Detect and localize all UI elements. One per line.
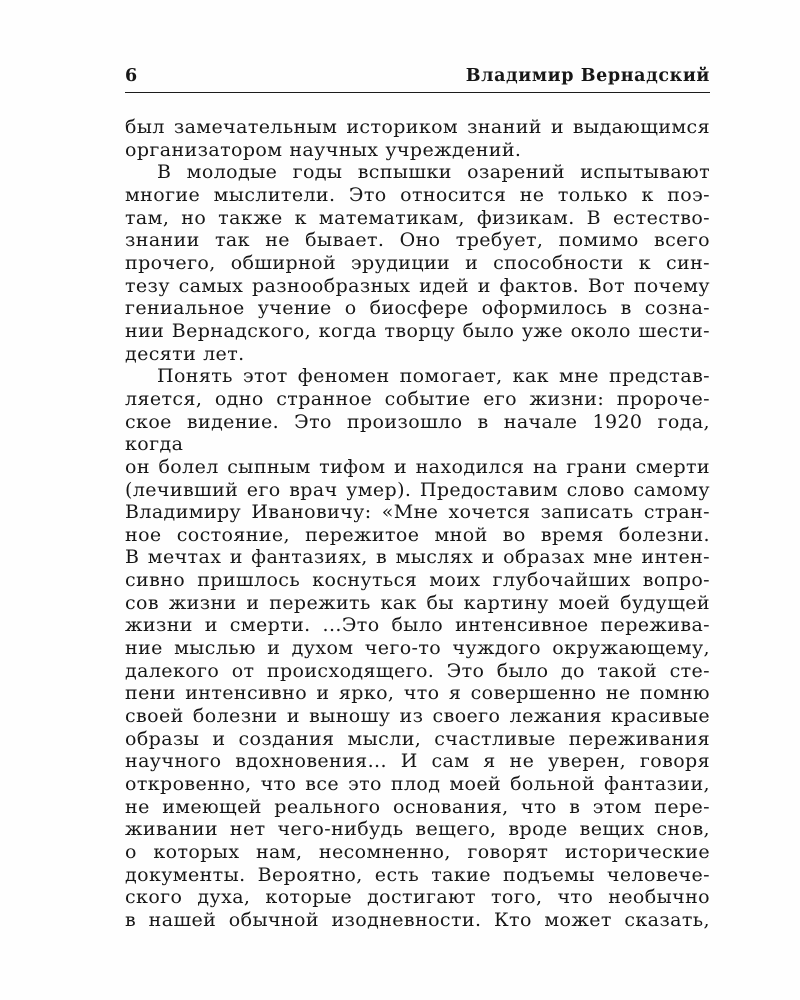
text-line: о которых нам, несомненно, говорят исторические	[125, 841, 710, 863]
text-line: тезу самых разнообразных идей и фактов. Вот почему	[125, 274, 710, 297]
text-line: ное состояние, пережитое мной во время болезни.	[125, 523, 710, 546]
text-line: В молодые годы вспышки озарений испытывают	[157, 161, 710, 184]
running-head	[125, 66, 710, 86]
text-line: сивно пришлось коснуться моих глубочайших вопро-	[125, 569, 710, 592]
text-line: многие мыслители. Это относится не только к поэ-	[125, 183, 710, 206]
text-line: он болел сыпным тифом и находился на грани смерти	[125, 455, 710, 478]
text-line: далекого от происходящего. Это было до такой сте-	[125, 659, 710, 682]
text-line: ние мыслью и духом чего-то чуждого окружающему,	[125, 637, 710, 660]
text-line: документы. Вероятно, есть такие подъемы человече-	[125, 863, 710, 886]
paragraph	[125, 161, 710, 365]
text-line: был замечательным историком знаний и выдающимся	[125, 116, 710, 138]
text-line: пени интенсивно и ярко, что я совершенно не помню	[125, 682, 710, 705]
text-line: научного вдохновения... И сам я не уверен, говоря	[125, 750, 710, 773]
header-rule	[125, 92, 710, 93]
text-line: Понять этот феномен помогает, как мне представ-	[157, 365, 710, 388]
text-line: ское видение. Это произошло в начале 1920 года, когда	[125, 410, 710, 456]
text-line: десяти лет.	[125, 342, 245, 365]
text-line: Владимиру Ивановичу: «Мне хочется записать стран-	[125, 501, 710, 524]
text-line: прочего, обширной эрудиции и способности к син-	[125, 251, 710, 274]
text-line: жизни и смерти. ...Это было интенсивное пережива-	[125, 614, 710, 637]
text-line: образы и создания мысли, счастливые переживания	[125, 727, 710, 750]
text-line: В мечтах и фантазиях, в мыслях и образах мне интен-	[125, 546, 710, 569]
text-line: своей болезни и выношу из своего лежания красивые	[125, 705, 710, 728]
text-line: там, но также к математикам, физикам. В естество-	[125, 206, 710, 229]
text-line: нии Вернадского, когда творцу было уже около шести-	[125, 319, 710, 342]
text-line: ского духа, которые достигают того, что необычно	[125, 886, 710, 909]
text-line: организатором научных учреждений.	[125, 138, 522, 161]
text-line: не имеющей реального основания, что в этом пере-	[125, 795, 710, 818]
page-number: 6	[125, 66, 138, 86]
text-line: (лечивший его врач умер). Предоставим слово самому	[125, 478, 710, 501]
running-title: Владимир Вернадский	[465, 66, 710, 86]
paragraph	[125, 365, 710, 931]
page-body	[125, 116, 710, 932]
text-line: знании так не бывает. Оно требует, помимо всего	[125, 229, 710, 252]
text-line: в нашей обычной изодневности. Кто может сказать,	[125, 908, 710, 931]
text-line: живании нет чего-нибудь вещего, вроде вещих снов,	[125, 818, 710, 841]
text-line: ляется, одно странное событие его жизни: пророче-	[125, 387, 710, 410]
text-line: сов жизни и пережить как бы картину моей будущей	[125, 591, 710, 614]
paragraph	[125, 116, 710, 161]
text-line: гениальное учение о биосфере оформилось в созна-	[125, 297, 710, 320]
text-line: откровенно, что все это плод моей больной фантазии,	[125, 773, 710, 796]
